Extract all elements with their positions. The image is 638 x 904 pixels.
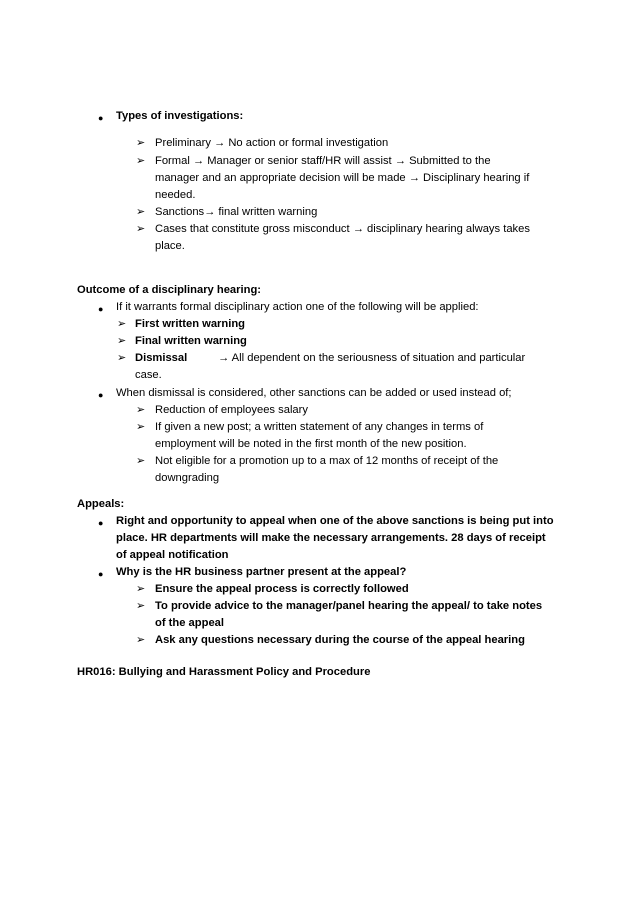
list-item-continued: of the appeal [155, 617, 224, 629]
bullet-text-continued: place. HR departments will make the necessary arrangements. 28 days of receipt [116, 532, 546, 544]
bullet-icon: ● [98, 113, 104, 123]
arrow-bullet-icon: ➢ [136, 455, 146, 467]
bullet-text: Why is the HR business partner present at the appeal? [116, 566, 407, 578]
list-item: Formal → Manager or senior staff/HR will assist → Submitted to the [155, 155, 491, 167]
list-item: Not eligible for a promotion up to a max of 12 months of receipt of the [155, 455, 499, 467]
arrow-bullet-icon: ➢ [117, 335, 127, 347]
arrow-bullet-icon: ➢ [136, 634, 146, 646]
section-heading-types: Types of investigations: [116, 110, 244, 122]
arrow-bullet-icon: ➢ [136, 421, 146, 433]
bullet-text-continued: of appeal notification [116, 549, 229, 561]
bullet-text: If it warrants formal disciplinary action one of the following will be applied: [116, 301, 479, 313]
arrow-bullet-icon: ➢ [117, 352, 127, 364]
list-item-continued: needed. [155, 189, 196, 201]
list-item: Sanctions→ final written warning [155, 206, 318, 218]
arrow-bullet-icon: ➢ [136, 137, 146, 149]
list-item: Preliminary → No action or formal investigation [155, 137, 389, 149]
list-item: To provide advice to the manager/panel hearing the appeal/ to take notes [155, 600, 543, 612]
arrow-bullet-icon: ➢ [117, 318, 127, 330]
arrow-bullet-icon: ➢ [136, 155, 146, 167]
arrow-bullet-icon: ➢ [136, 404, 146, 416]
arrow-bullet-icon: ➢ [136, 600, 146, 612]
sanction-detail: → All dependent on the seriousness of situation and particular [218, 352, 526, 364]
sanction-item: Dismissal [135, 352, 188, 364]
bullet-icon: ● [98, 390, 104, 400]
bullet-text: When dismissal is considered, other sanctions can be added or used instead of; [116, 387, 512, 399]
list-item-continued: manager and an appropriate decision will be made → Disciplinary hearing if [155, 172, 530, 184]
sanction-item: First written warning [135, 318, 246, 330]
list-item-continued: place. [155, 240, 185, 252]
bullet-icon: ● [98, 304, 104, 314]
list-item: If given a new post; a written statement of any changes in terms of [155, 421, 484, 433]
arrow-bullet-icon: ➢ [136, 583, 146, 595]
list-item: Ask any questions necessary during the course of the appeal hearing [155, 634, 525, 646]
list-item: Reduction of employees salary [155, 404, 308, 416]
list-item-continued: downgrading [155, 472, 220, 484]
bullet-text: Right and opportunity to appeal when one of the above sanctions is being put into [116, 515, 554, 527]
arrow-bullet-icon: ➢ [136, 206, 146, 218]
list-item: Cases that constitute gross misconduct → disciplinary hearing always takes [155, 223, 530, 235]
section-heading-appeals: Appeals: [77, 498, 125, 510]
sanction-item: Final written warning [135, 335, 247, 347]
bullet-icon: ● [98, 518, 104, 528]
policy-heading: HR016: Bullying and Harassment Policy and Procedure [77, 666, 371, 678]
list-item: Ensure the appeal process is correctly followed [155, 583, 409, 595]
section-heading-outcome: Outcome of a disciplinary hearing: [77, 284, 262, 296]
sanction-detail-continued: case. [135, 369, 162, 381]
arrow-bullet-icon: ➢ [136, 223, 146, 235]
bullet-icon: ● [98, 569, 104, 579]
list-item-continued: employment will be noted in the first month of the new position. [155, 438, 467, 450]
